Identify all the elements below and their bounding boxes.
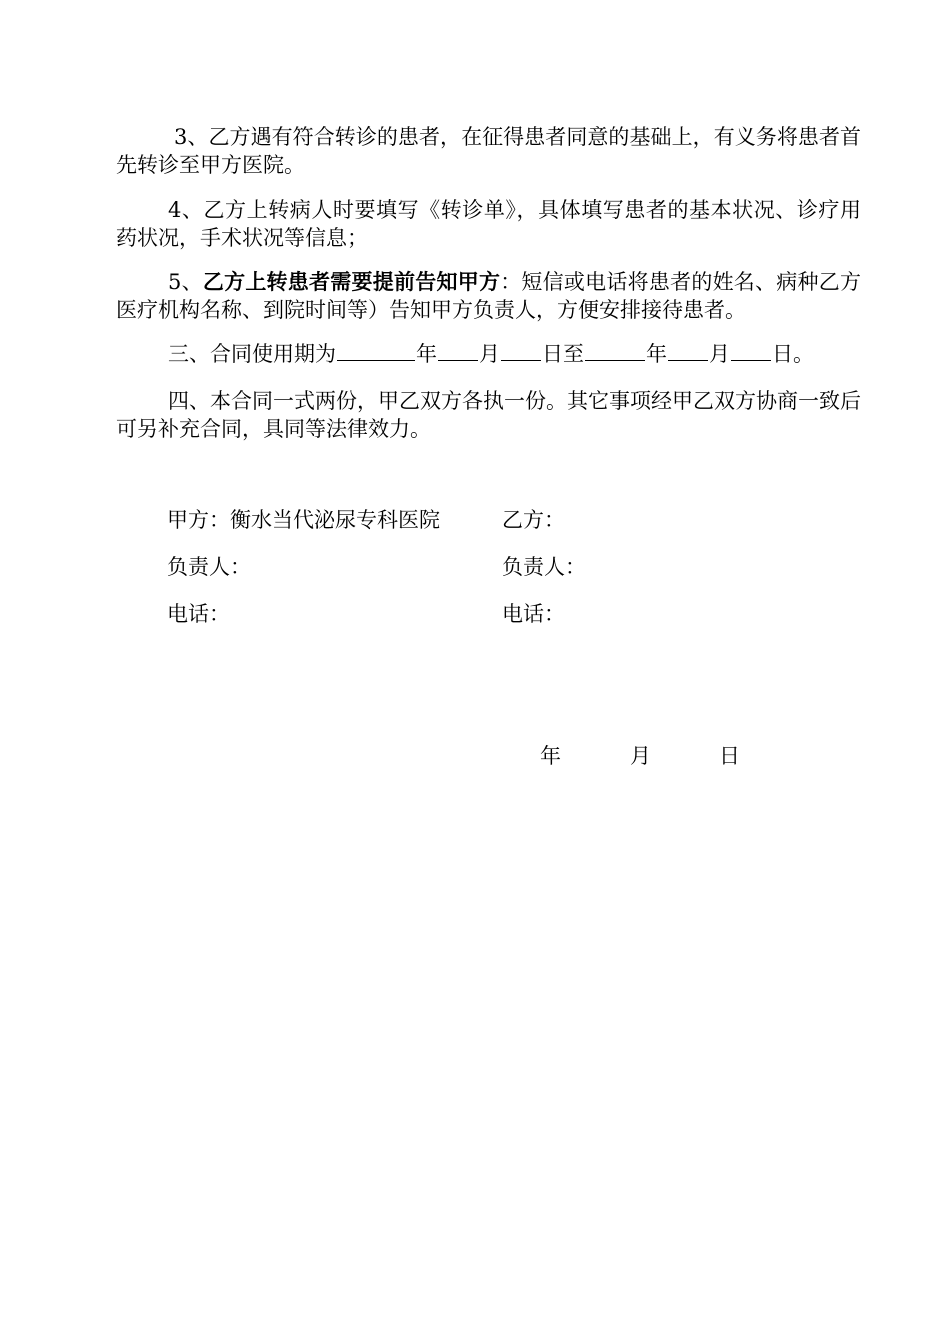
contract-term	[116, 340, 861, 368]
party-b-phone: 电话：	[502, 602, 565, 626]
party-b-name: 乙方：	[502, 508, 565, 532]
party-b-person: 负责人：	[502, 555, 586, 579]
start-year-blank	[337, 340, 415, 361]
party-a-name: 甲方：衡水当代泌尿专科医院	[167, 508, 440, 532]
party-a-person: 负责人：	[167, 555, 251, 579]
end-month-blank	[668, 340, 708, 361]
end-year-blank	[585, 340, 645, 361]
clause-5	[116, 268, 861, 324]
date-year-label: 年	[540, 744, 561, 768]
clause-5-rest: ：短信或电话将患者的姓名、病种乙方医疗机构名称、到院时间等）告知甲方负责人，方便安排接待患者。	[116, 270, 861, 322]
start-month-blank	[438, 340, 478, 361]
term-year-label: 年	[416, 342, 437, 366]
clause-3: 3、乙方遇有符合转诊的患者，在征得患者同意的基础上，有义务将患者首先转诊至甲方医院。	[116, 125, 861, 177]
date-day-label: 日	[719, 744, 740, 768]
term-day-to-label: 日至	[542, 342, 584, 366]
clause-four: 四、本合同一式两份，甲乙双方各执一份。其它事项经甲乙双方协商一致后可另补充合同，具同等法律效力。	[116, 389, 861, 441]
end-day-blank	[731, 340, 771, 361]
term-end-label: 日。	[772, 342, 814, 366]
term-month-label: 月	[479, 342, 500, 366]
term-year2-label: 年	[646, 342, 667, 366]
date-month-label: 月	[630, 744, 651, 768]
clause-5-number: 5、	[168, 270, 203, 294]
party-a-phone: 电话：	[167, 602, 230, 626]
term-month2-label: 月	[709, 342, 730, 366]
clause-4: 4、乙方上转病人时要填写《转诊单》，具体填写患者的基本状况、诊疗用药状况，手术状况等信息；	[116, 198, 861, 250]
term-prefix: 三、合同使用期为	[168, 342, 336, 366]
start-day-blank	[501, 340, 541, 361]
clause-5-bold-text: 乙方上转患者需要提前告知甲方	[202, 270, 501, 294]
